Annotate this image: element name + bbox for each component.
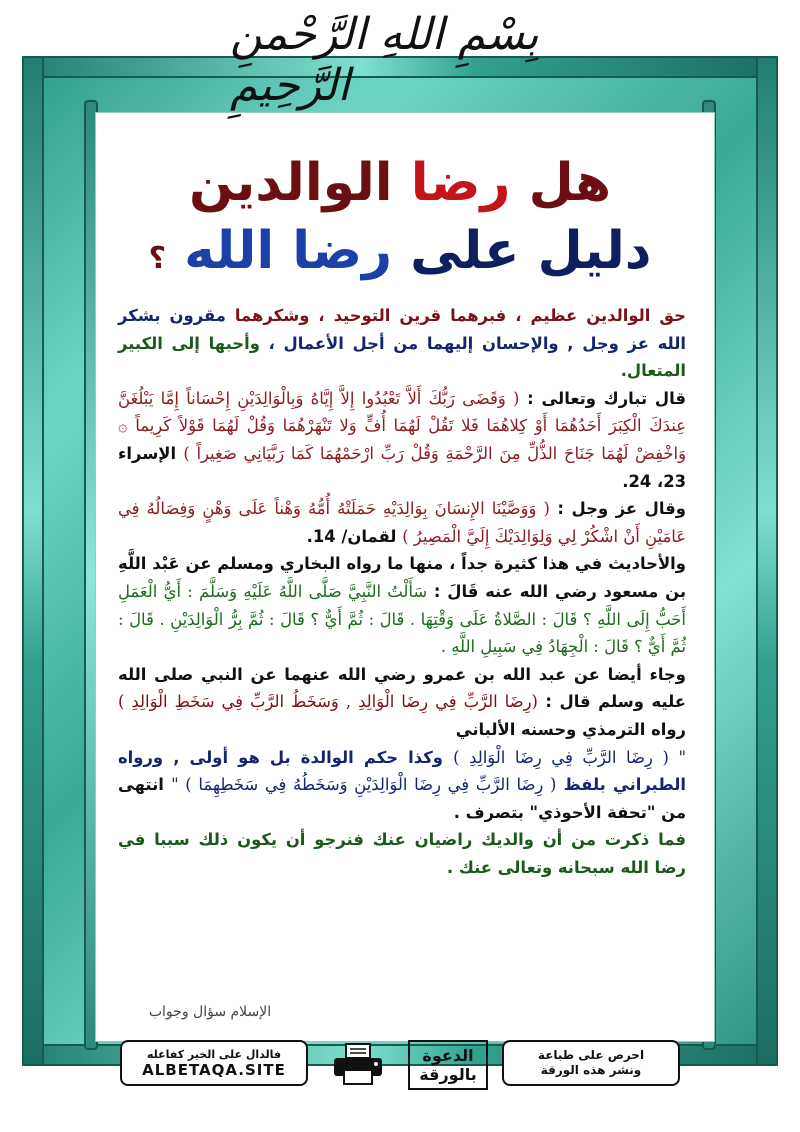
basmala-calligraphy [230,9,570,111]
basmala-text: بِسْمِ اللهِ الرَّحْمنِ الرَّحِيمِ [230,9,539,111]
paragraph-verse-isra [118,385,686,495]
hadith-1-text: سَأَلْتُ النَّبِيَّ صَلَّى اللَّهُ عَلَيْهِ وَسَلَّمَ : أَيُّ الْعَمَلِ أَحَبُّ إِلَى اللَّهِ ؟ قَالَ : الصَّلاةُ عَلَى وَقْتِهَا . قَالَ : ثُمَّ أَيٌّ ؟ قَالَ : ثُمَّ بِرُّ الْوَالِدَيْنِ . قَالَ : ثُمَّ أَيٌّ ؟ قَالَ : الْجِهَادُ فِي سَبِيلِ اللَّهِ . [118,581,686,657]
paragraph-hadith-2 [118,661,686,744]
hadith-2-source: رواه الترمذي وحسنه الألباني [455,719,686,739]
intro-text-1: حق الوالدين عظيم ، فبرهما قرين التوحيد ، وشكرهما [234,306,686,325]
paragraph-intro [118,302,686,385]
footer-print-line2: ونشر هذه الورقة [540,1063,642,1077]
paragraph-commentary [118,744,686,827]
verse-intro-1: قال تبارك وتعالى : [527,388,686,408]
frame-right-bar [756,56,778,1066]
logo-line1: الدعوة [422,1046,474,1065]
commentary-quote-1: " ( رِضَا الرَّبِّ فِي رِضَا الْوَالِدِ ) [453,747,686,767]
conclusion-text: فما ذكرت من أن والديك راضيان عنك فنرجو أن يكون ذلك سببا في رضا الله سبحانه وتعالى عنك . [118,830,686,877]
footer-print-line1: احرص على طباعة [537,1048,645,1062]
footer-print-box [502,1040,680,1086]
title-question-mark: ؟ [148,241,166,276]
logo-line2: بالورقة [419,1065,477,1084]
commentary-source: انتهى من "تحفة الأحوذي" بتصرف . [118,775,686,822]
title-rida-allah: رضا الله [184,221,393,281]
frame-left-bar [22,56,44,1066]
quran-verse-luqman: ( وَوَصَّيْنَا الإِنسَانَ بِوَالِدَيْهِ حَمَلَتْهُ أُمُّهُ وَهْناً عَلَى وَهْنٍ وَفِصَالُهُ فِي عَامَيْنِ أَنْ اشْكُرْ لِي وَلِوَالِدَيْكَ إِلَيَّ الْمَصِيرُ ) [118,499,686,546]
hadith-2-intro: وجاء أيضا عن عبد الله بن عمرو رضي الله عنهما عن النبي صلى الله عليه وسلم قال : [118,664,686,712]
article-body [118,302,686,881]
verse-ref-luqman: لقمان/ 14. [306,526,397,546]
paragraph-hadith-1 [118,550,686,660]
hadith-2-text: (رِضَا الرَّبِّ فِي رِضَا الْوَالِدِ , وَسَخَطُ الرَّبِّ فِي سَخَطِ الْوَالِدِ ) [118,692,538,712]
commentary-text-1: وكذا حكم الوالدة بل هو أولى , ورواه الطبراني بلفظ [118,747,686,795]
dawah-logo [408,1040,488,1090]
verse-intro-2: وقال عز وجل : [557,499,686,519]
quran-verse-isra: ( وَقَضَى رَبُّكَ أَلاَّ تَعْبُدُوا إِلاَّ إِيَّاهُ وَبِالْوَالِدَيْنِ إِحْسَاناً إِمَّا يَبْلُغَنَّ عِندَكَ الْكِبَرَ أَحَدُهُمَا أَوْ كِلاهُمَا فَلا تَقُلْ لَهُمَا أُفٍّ وَلا تَنْهَرْهُمَا وَقُلْ لَهُمَا قَوْلاً كَرِيماً ۞ وَاخْفِضْ لَهُمَا جَنَاحَ الذُّلِّ مِنَ الرَّحْمَةِ وَقُلْ رَبِّ ارْحَمْهُمَا كَمَا رَبَّيَانِي صَغِيراً ) [118,388,686,463]
page-title-line1 [120,150,680,216]
footer-site-box [120,1040,308,1086]
printer-icon [328,1042,388,1086]
paragraph-verse-luqman [118,495,686,550]
footer-saying: فالدال على الخير كفاعله [146,1047,282,1061]
paragraph-conclusion [118,826,686,881]
source-credit: الإسلام سؤال وجواب [148,1004,272,1020]
footer-bar [120,1040,680,1090]
hadith-1-intro: والأحاديث في هذا كثيرة جداً ، منها ما رواه البخاري ومسلم عن عَبْد اللَّهِ بن مسعود رضي الله عنه قَالَ : [118,554,686,601]
intro-text-3: وأحبها إلى الكبير المتعال. [118,333,686,381]
title-word-hal: هل [528,153,612,213]
verse-ref-isra: الإسراء 23، 24. [118,443,686,491]
commentary-quote-2: ( رِضَا الرَّبِّ فِي رِضَا الْوَالِدَيْنِ وَسَخَطُهُ فِي سَخَطِهِمَا ) " [171,775,557,795]
title-word-rida: رضا [410,153,511,213]
title-word-walidayn: الوالدين [188,153,393,213]
page-title-line2 [120,218,680,292]
intro-text-2: مقرون بشكر الله عز وجل , والإحسان إليهما من أجل الأعمال ، [118,306,686,353]
footer-site-link[interactable]: ALBETAQA.SITE [142,1060,286,1079]
title-dalil: دليل على [410,221,652,281]
